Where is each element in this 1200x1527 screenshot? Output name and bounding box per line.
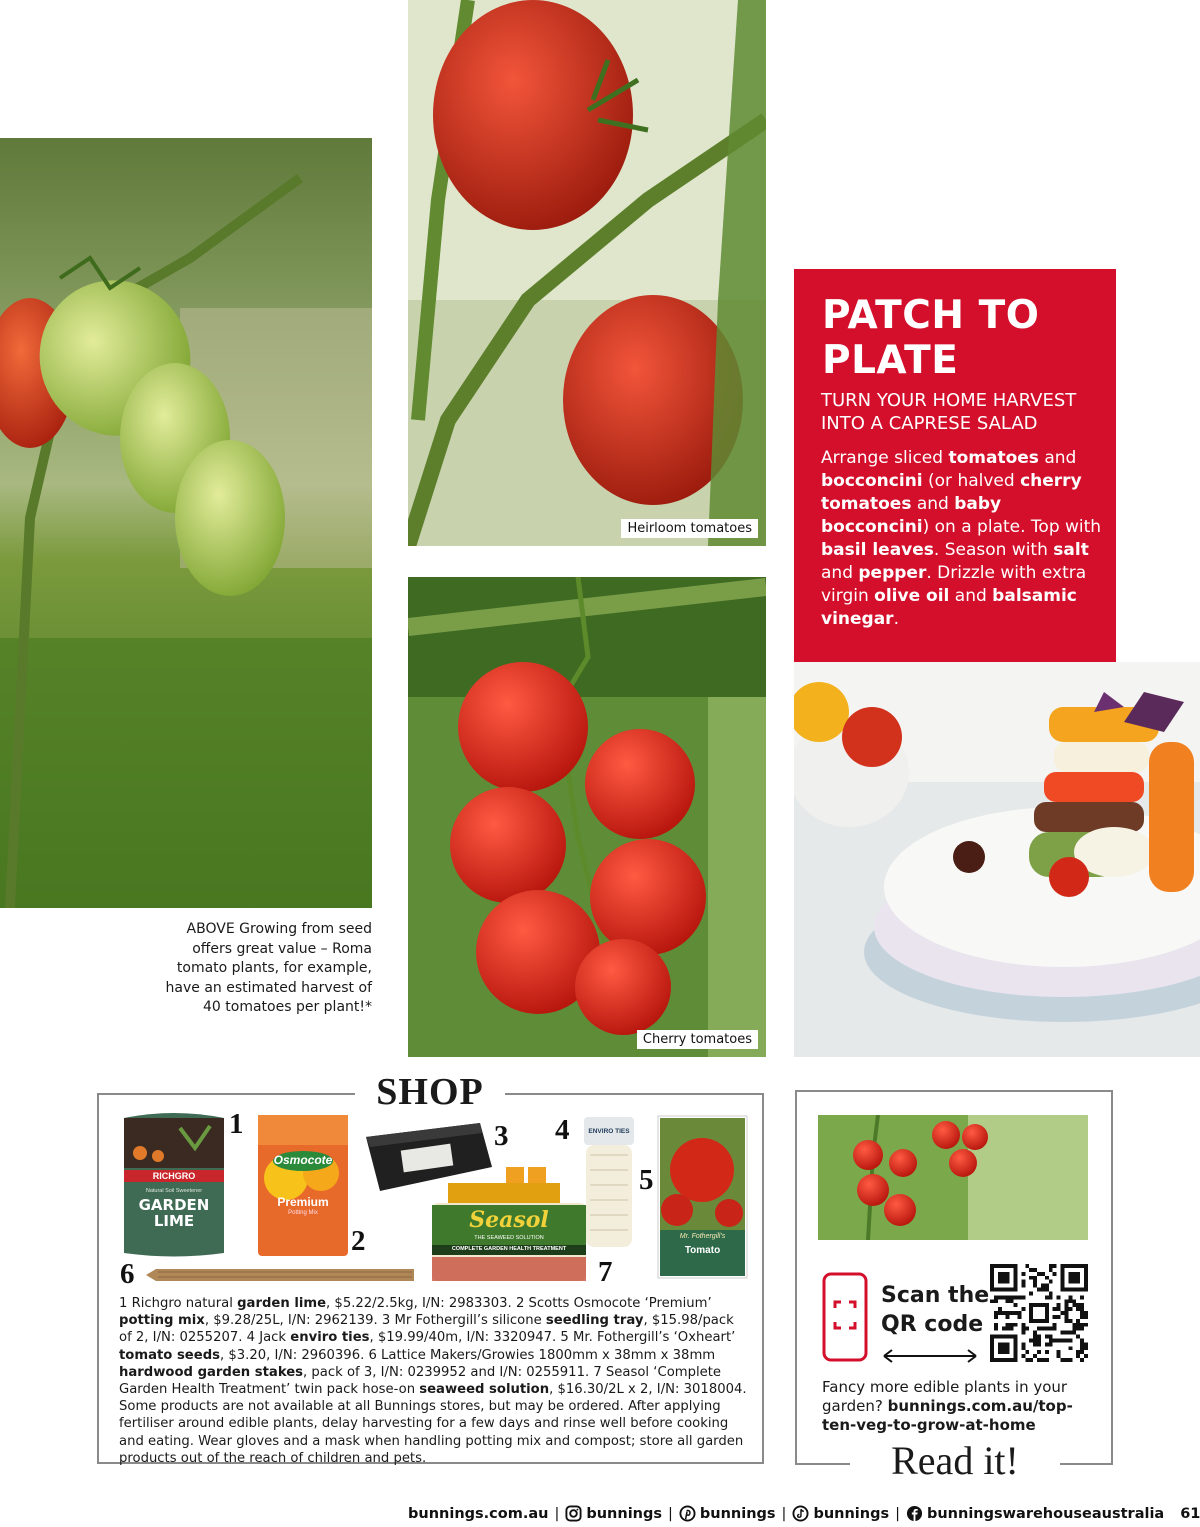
text-segment: , $5.22/2.5kg, I/N: 2983303. 2 Scotts Osmocote ‘Premium’	[326, 1296, 712, 1311]
feature-title-line1: PATCH TO	[822, 293, 1040, 338]
caption-text: Growing from seed offers great value – Roma tomato plants, for example, have an estimated harvest of 40 tomatoes per plant!*	[165, 921, 372, 1015]
tomato-seeds-product[interactable]	[657, 1115, 748, 1279]
pinterest-icon[interactable]	[679, 1505, 696, 1522]
feature-title-line2: PLATE	[822, 338, 959, 383]
product-number-7: 7	[598, 1256, 613, 1288]
footer-separator: |	[895, 1505, 900, 1522]
seasol-seaweed-product[interactable]	[428, 1165, 590, 1283]
shop-title: SHOP	[355, 1070, 505, 1114]
text-segment: , $3.20, I/N: 2960396. 6 Lattice Makers/Growies 1800mm x 38mm x 38mm	[220, 1347, 716, 1363]
footer-site[interactable]: bunnings.com.au	[408, 1505, 549, 1522]
text-segment: and	[821, 563, 859, 583]
text-segment: 1 Richgro natural	[119, 1296, 238, 1311]
text-segment: , $15.98/pack of 2, I/N: 0255207. 4 Jack	[119, 1313, 734, 1346]
hardwood-garden-stakes-product[interactable]	[146, 1266, 416, 1284]
seasol-small: THE SEAWEED SOLUTION	[474, 1235, 544, 1241]
fancy-more-text	[822, 1378, 1097, 1435]
footer-instagram[interactable]: bunnings	[586, 1505, 662, 1522]
roma-tomato-photo	[0, 138, 372, 908]
bold-text: potting mix	[119, 1313, 205, 1329]
bold-text: seedling tray	[545, 1313, 644, 1329]
feature-subtitle-line2: INTO A CAPRESE SALAD	[821, 413, 1038, 434]
text-segment: (or halved	[922, 471, 1021, 491]
roma-caption	[150, 920, 372, 1018]
text-segment: .	[893, 609, 899, 629]
richgro-brand: RICHGRO	[152, 1171, 196, 1181]
richgro-name-2: LIME	[153, 1212, 195, 1230]
text-segment: and	[911, 494, 955, 514]
bold-text: enviro ties	[290, 1330, 370, 1346]
text-segment: and	[949, 586, 993, 606]
seed-brand: Mr. Fothergill's	[679, 1233, 726, 1240]
phone-scan-icon	[822, 1272, 868, 1362]
page-number: 61	[1180, 1505, 1200, 1522]
seed-name: Tomato	[684, 1245, 721, 1256]
osmocote-name: Premium	[277, 1195, 329, 1209]
seasol-band: COMPLETE GARDEN HEALTH TREATMENT	[451, 1246, 567, 1252]
text-segment: ) on a plate. Top with	[922, 517, 1102, 537]
product-number-5: 5	[639, 1164, 654, 1196]
text-segment: . Season with	[933, 540, 1054, 560]
tiktok-icon[interactable]	[792, 1505, 809, 1522]
read-it-heading: Read it!	[850, 1437, 1060, 1484]
footer	[408, 1505, 1200, 1522]
feature-title	[822, 293, 1039, 383]
qr-code-icon[interactable]	[990, 1264, 1088, 1362]
bold-text: pepper	[858, 563, 927, 583]
text-segment: and	[1038, 448, 1077, 468]
cherry-tomato-photo	[408, 577, 766, 1057]
scan-qr-text	[881, 1281, 989, 1339]
bold-text: basil leaves	[821, 540, 934, 560]
patch-to-plate-box	[794, 269, 1116, 662]
bold-text: salt	[1053, 540, 1089, 560]
article-link[interactable]: bunnings.com.au/top-ten-veg-to-grow-at-home	[822, 1397, 1073, 1434]
footer-facebook[interactable]: bunningswarehouseaustralia	[926, 1505, 1165, 1522]
osmocote-brand: Osmocote	[273, 1153, 333, 1167]
cherry-caption: Cherry tomatoes	[637, 1030, 758, 1049]
enviro-ties-label: ENVIRO TIES	[588, 1128, 630, 1135]
enviro-ties-product[interactable]	[580, 1115, 638, 1255]
footer-separator: |	[554, 1505, 560, 1522]
feature-subtitle	[821, 389, 1101, 435]
richgro-garden-lime-product[interactable]	[120, 1108, 228, 1258]
footer-tiktok[interactable]: bunnings	[813, 1505, 890, 1522]
footer-pinterest[interactable]: bunnings	[699, 1505, 776, 1522]
bold-text: olive oil	[874, 586, 950, 606]
text-segment: , $19.99/40m, I/N: 3320947. 5 Mr. Fothergill’s ‘Oxheart’	[369, 1330, 736, 1346]
seasol-brand: Seasol	[469, 1207, 549, 1233]
bold-text: baby bocconcini	[821, 494, 1002, 537]
scan-line-1: Scan the	[881, 1283, 990, 1308]
richgro-small: Natural Soil Sweetener	[145, 1188, 203, 1194]
instagram-icon[interactable]	[565, 1505, 582, 1522]
heirloom-caption: Heirloom tomatoes	[621, 519, 758, 538]
caprese-salad-photo	[794, 662, 1200, 1057]
text-segment: Arrange sliced	[821, 448, 949, 468]
feature-subtitle-line1: TURN YOUR HOME HARVEST	[821, 390, 1077, 411]
osmocote-potting-mix-product[interactable]	[256, 1113, 350, 1258]
osmocote-small: Potting Mix	[288, 1210, 318, 1216]
bold-text: balsamic vinegar	[821, 586, 1077, 629]
footer-separator: |	[668, 1505, 673, 1522]
shop-details	[119, 1295, 749, 1467]
bold-text: cherry tomatoes	[821, 471, 1082, 514]
double-arrow-icon	[880, 1348, 980, 1364]
product-number-3: 3	[494, 1120, 509, 1152]
text-segment: , pack of 3, I/N: 0239952 and I/N: 0255911. 7 Seasol ‘Complete Garden Health Treatment’ twin pack hose-on	[119, 1364, 722, 1398]
product-number-2: 2	[351, 1225, 366, 1257]
caption-label: ABOVE	[186, 921, 235, 937]
bold-text: garden lime	[237, 1296, 327, 1311]
bold-text: hardwood garden stakes	[119, 1364, 304, 1380]
bold-text: seaweed solution	[419, 1382, 550, 1398]
text-segment: . Drizzle with extra virgin	[821, 563, 1087, 606]
bold-text: tomatoes	[948, 448, 1039, 468]
footer-separator: |	[781, 1505, 787, 1522]
facebook-icon[interactable]	[906, 1505, 923, 1522]
heirloom-tomato-photo	[408, 0, 766, 546]
qr-box-tomato-photo	[818, 1115, 1088, 1240]
scan-line-2: QR code	[881, 1312, 984, 1337]
fancy-text: Fancy more edible plants in your garden?	[822, 1378, 1068, 1415]
product-number-1: 1	[229, 1108, 244, 1140]
bold-text: bocconcini	[821, 471, 923, 491]
product-number-6: 6	[120, 1258, 135, 1290]
richgro-name-1: GARDEN	[138, 1196, 210, 1214]
text-segment: , $9.28/25L, I/N: 2962139. 3 Mr Fothergill’s silicone	[204, 1313, 546, 1329]
product-number-4: 4	[555, 1114, 570, 1146]
text-segment: , $16.30/2L x 2, I/N: 3018004. Some products are not available at all Bunnings stores, but may be ordered. After applying fertiliser around edible plants, delay harvesting for a few days and rinse well before cooking and eating. Wear gloves and a mask when handling potting mix and compost; store all garden products out of the reach of children and pets.	[119, 1382, 747, 1466]
bold-text: tomato seeds	[119, 1347, 220, 1363]
feature-body	[821, 447, 1111, 631]
